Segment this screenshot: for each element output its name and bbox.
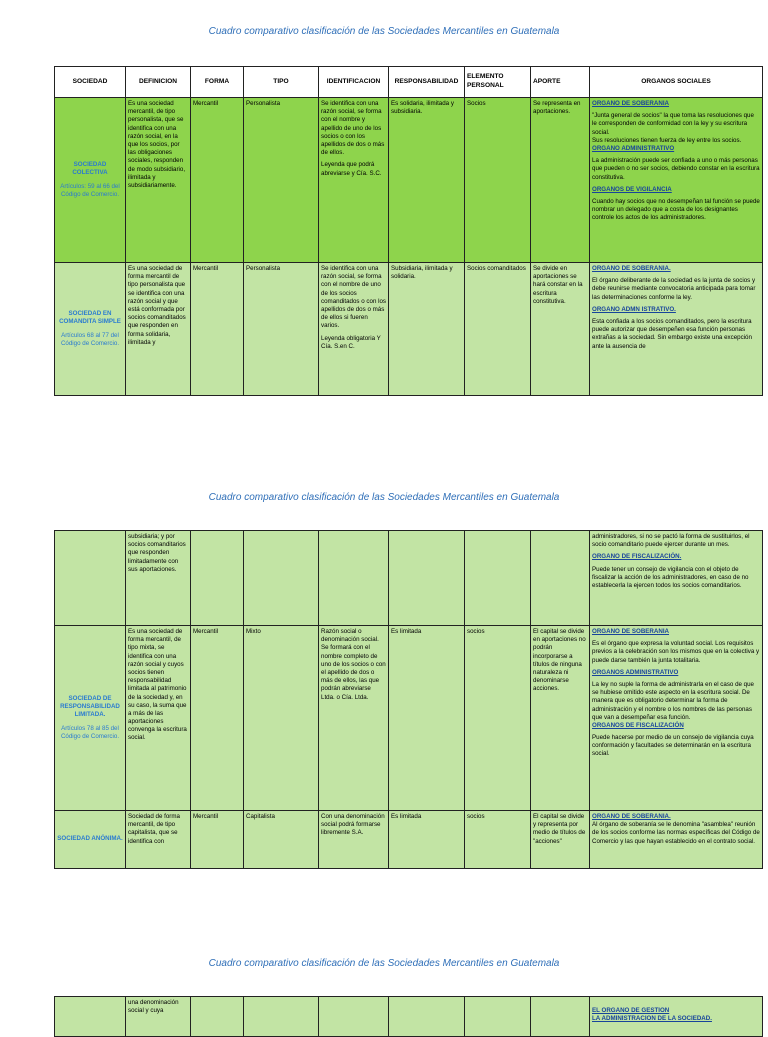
page-title: Cuadro comparativo clasificación de las Sociedades Mercantiles en Guatemala bbox=[208, 492, 560, 503]
type-cell bbox=[244, 997, 319, 1037]
organ-heading: ORGANO ADMN ISTRATIVO. bbox=[592, 305, 676, 313]
organ-heading: ORGANO DE SOBERANIA bbox=[592, 100, 670, 107]
type-cell bbox=[244, 531, 319, 626]
organs-cell bbox=[590, 626, 763, 811]
identification-cell bbox=[319, 263, 389, 396]
organ-heading: ORGANOS DE FISCALIZACIÓN bbox=[592, 721, 684, 729]
contribution-cell: Se divide en aportaciones se hará constar en la escritura constitutiva. bbox=[531, 263, 590, 396]
header-identificacion: IDENTIFICACION bbox=[319, 67, 389, 98]
organ-text: Sus resoluciones tienen fuerza de ley entre los socios. bbox=[592, 136, 742, 144]
organ-heading: ORGANO DE SOBERANIA. bbox=[592, 265, 671, 272]
identification-legend: Leyenda que podrá abreviarse y Cía. S.C. bbox=[321, 161, 382, 177]
type-cell: Personalista bbox=[244, 263, 319, 396]
header-aporte: APORTE bbox=[531, 67, 590, 98]
page-title: Cuadro comparativo clasificación de las Sociedades Mercantiles en Guatemala bbox=[208, 26, 560, 37]
organ-text: La ley no suple la forma de administrarla en el caso de que se hubiese omitido este aspecto en la escritura social. De manera que es obligatorio determinar la forma de administración y el nombre o los nombres de las personas que van a desempeñar esa función. bbox=[592, 680, 755, 721]
form-cell: Mercantil bbox=[191, 98, 244, 263]
contribution-cell: El capital se divide y representa por medio de títulos de "acciones" bbox=[531, 811, 590, 869]
organ-text: administradores, si no se pactó la forma de sustituirlos, el socio comanditario puede ejercer durante un mes. bbox=[592, 533, 750, 549]
organ-text: Cuando hay socios que no desempeñan tal función se puede nombrar un delegado que a costa de los designantes controle los actos de los administradores. bbox=[592, 197, 760, 222]
contribution-cell bbox=[531, 531, 590, 626]
identification-text: Se identifica con una razón social, se forma con el nombre de uno de los socios comanditados o con los apellidos de dos o más de ellos si fueren varios. bbox=[321, 265, 387, 330]
identification-cell bbox=[319, 98, 389, 263]
identification-cell: Razón social o denominación social. Se formará con el nombre completo de uno de los socios o con el apellido de dos o más de ellos, las que podrán abreviarse Ltda. o Cía. Ltda. bbox=[319, 626, 389, 811]
row-sociedad-limitada bbox=[55, 626, 763, 811]
definition-cell: una denominación social y cuya bbox=[126, 997, 191, 1037]
responsibility-cell: Es limitada bbox=[389, 626, 465, 811]
society-name-cell bbox=[55, 98, 126, 263]
society-name: SOCIEDAD COLECTIVA bbox=[72, 160, 108, 176]
identification-cell bbox=[319, 531, 389, 626]
header-forma: FORMA bbox=[191, 67, 244, 98]
definition-cell: Sociedad de forma mercantil, de tipo capitalista, que se identifica con bbox=[126, 811, 191, 869]
definition-cell: Es una sociedad mercantil, de tipo personalista, que se identifica con una razón social, en la que los socios, por las obligaciones sociales, responden de modo subsidiario, ilimitada y subsidiariamente. bbox=[126, 98, 191, 263]
society-name-cell bbox=[55, 811, 126, 869]
definition-cell: Es una sociedad de forma mercantil de tipo personalista que se identifica con una razón social y que está conformada por socios comanditados que responden en forma solidaria, ilimitada y bbox=[126, 263, 191, 396]
comparison-table-2 bbox=[54, 530, 763, 869]
header-tipo: TIPO bbox=[244, 67, 319, 98]
responsibility-cell: Subsidiaria, ilimitada y solidaria. bbox=[389, 263, 465, 396]
organ-heading: LA ADMINISTRACION DE LA SOCIEDAD. bbox=[592, 1015, 712, 1023]
organs-cell bbox=[590, 98, 763, 263]
society-name-cell bbox=[55, 626, 126, 811]
type-cell: Capitalista bbox=[244, 811, 319, 869]
identification-legend: Leyenda obligatoria Y Cía. S.en C. bbox=[321, 334, 381, 350]
row-sociedad-comandita bbox=[55, 263, 763, 396]
organ-text: Puede hacerse por medio de un consejo de vigilancia cuya conformación y facultades se determinarán en la escritura social. bbox=[592, 734, 754, 758]
society-articles: Artículos 78 al 85 del Código de Comercio. bbox=[60, 725, 120, 741]
responsibility-cell: Es solidaria, ilimitada y subsidiaria. bbox=[389, 98, 465, 263]
table-header-row bbox=[55, 67, 763, 98]
society-name-cell bbox=[55, 263, 126, 396]
organ-text: Esta confiada a los socios comanditados, pero la escritura puede autorizar que desempeñen esa función personas extrañas a la sociedad. Sin embargo existe una excepción ante la ausencia de bbox=[592, 317, 752, 350]
row-anonima-continued bbox=[55, 997, 763, 1037]
organ-heading: ORGANOS ADMINISTRATIVO bbox=[592, 668, 679, 676]
responsibility-cell bbox=[389, 531, 465, 626]
organ-text: La administración puede ser confiada a uno o más personas que pueden o no ser socios, debiendo constar en la escritura constitutiva. bbox=[592, 157, 760, 181]
header-elemento-personal: ELEMENTO PERSONAL bbox=[465, 67, 531, 98]
contribution-cell bbox=[531, 997, 590, 1037]
header-organos-sociales: ORGANOS SOCIALES bbox=[590, 67, 763, 98]
organ-text: Puede tener un consejo de vigilancia con el objeto de fiscalizar la acción de los administradores, en caso de no establecerla la ejercen todos los socios comanditarios. bbox=[592, 565, 749, 589]
header-responsabilidad: RESPONSABILIDAD bbox=[389, 67, 465, 98]
society-name: SOCIEDAD ANÓNIMA. bbox=[57, 835, 123, 843]
row-sociedad-colectiva bbox=[55, 98, 763, 263]
society-name: SOCIEDAD EN COMANDITA SIMPLE bbox=[59, 309, 121, 325]
definition-cell: subsidiaria; y por socios comanditarios que responden limitadamente con sus aportaciones. bbox=[126, 531, 191, 626]
personal-cell: socios bbox=[465, 626, 531, 811]
organ-heading: ORGANO DE SOBERANIA. bbox=[592, 813, 671, 820]
definition-cell: Es una sociedad de forma mercantil, de tipo mixta, se identifica con una razón social y cuyos socios tienen responsabilidad limitada al patrimonio de la sociedad y, en su caso, la suma que a más de las aportaciones convenga la escritura social. bbox=[126, 626, 191, 811]
form-cell: Mercantil bbox=[191, 626, 244, 811]
form-cell: Mercantil bbox=[191, 263, 244, 396]
responsibility-cell: Es limitada bbox=[389, 811, 465, 869]
personal-cell: Socios comanditados bbox=[465, 263, 531, 396]
form-cell: Mercantil bbox=[191, 811, 244, 869]
society-name-cell bbox=[55, 997, 126, 1037]
row-sociedad-anonima bbox=[55, 811, 763, 869]
organ-heading: ORGANO DE FISCALIZACIÓN. bbox=[592, 553, 682, 561]
organ-heading: EL ORGANO DE GESTION bbox=[592, 1007, 670, 1014]
responsibility-cell bbox=[389, 997, 465, 1037]
identification-cell bbox=[319, 997, 389, 1037]
society-name-cell bbox=[55, 531, 126, 626]
identification-cell: Con una denominación social podrá formarse libremente S.A. bbox=[319, 811, 389, 869]
organ-text: Es el órgano que expresa la voluntad social. Los requisitos previos a la celebración son los mismos que en la colectiva y puede darse también la junta totalitaria. bbox=[592, 640, 760, 664]
organ-heading: ORGANO DE SOBERANIA bbox=[592, 628, 670, 635]
organ-text: El órgano deliberante de la sociedad es la junta de socios y debe reunirse mediante convocatoria anticipada para tomar las determinaciones conforme la ley. bbox=[592, 277, 756, 301]
personal-cell bbox=[465, 997, 531, 1037]
organs-cell bbox=[590, 263, 763, 396]
header-definicion: DEFINICION bbox=[126, 67, 191, 98]
identification-text: Se identifica con una razón social, se forma con el nombre y apellido de uno de los socios o con los apellidos de dos o más de ellos. bbox=[321, 100, 385, 157]
comparison-table-1 bbox=[54, 66, 763, 396]
organ-heading: ORGANOS DE VIGILANCIA bbox=[592, 185, 672, 193]
form-cell bbox=[191, 531, 244, 626]
organ-text: "Junta general de socios" la que toma las resoluciones que le corresponden de conformidad con la ley y su escritura social. bbox=[592, 112, 754, 136]
society-articles: Artículos 68 al 77 del Código de Comercio. bbox=[60, 332, 120, 348]
header-sociedad: SOCIEDAD bbox=[55, 67, 126, 98]
row-comandita-continued bbox=[55, 531, 763, 626]
contribution-cell: Se representa en aportaciones. bbox=[531, 98, 590, 263]
type-cell: Mixto bbox=[244, 626, 319, 811]
organ-text: Al órgano de soberanía se le denomina "asamblea" reunión de los socios conforme las normas específicas del Código de Comercio y las que hayan establecido en el contrato social. bbox=[592, 821, 760, 845]
organs-cell bbox=[590, 811, 763, 869]
personal-cell bbox=[465, 531, 531, 626]
organs-cell bbox=[590, 531, 763, 626]
personal-cell: Socios bbox=[465, 98, 531, 263]
type-cell: Personalista bbox=[244, 98, 319, 263]
organs-cell bbox=[590, 997, 763, 1037]
comparison-table-3 bbox=[54, 996, 763, 1037]
page-title: Cuadro comparativo clasificación de las Sociedades Mercantiles en Guatemala bbox=[208, 958, 560, 969]
society-name: SOCIEDAD DE RESPONSABILIDAD LIMITADA. bbox=[60, 694, 120, 718]
society-articles: Artículos: 59 al 66 del Código de Comercio. bbox=[60, 183, 120, 199]
personal-cell: socios bbox=[465, 811, 531, 869]
contribution-cell: El capital se divide en aportaciones no podrán incorporarse a títulos de ninguna naturaleza ni denominarse acciones. bbox=[531, 626, 590, 811]
form-cell bbox=[191, 997, 244, 1037]
organ-heading: ORGANO ADMINISTRATIVO bbox=[592, 144, 675, 152]
